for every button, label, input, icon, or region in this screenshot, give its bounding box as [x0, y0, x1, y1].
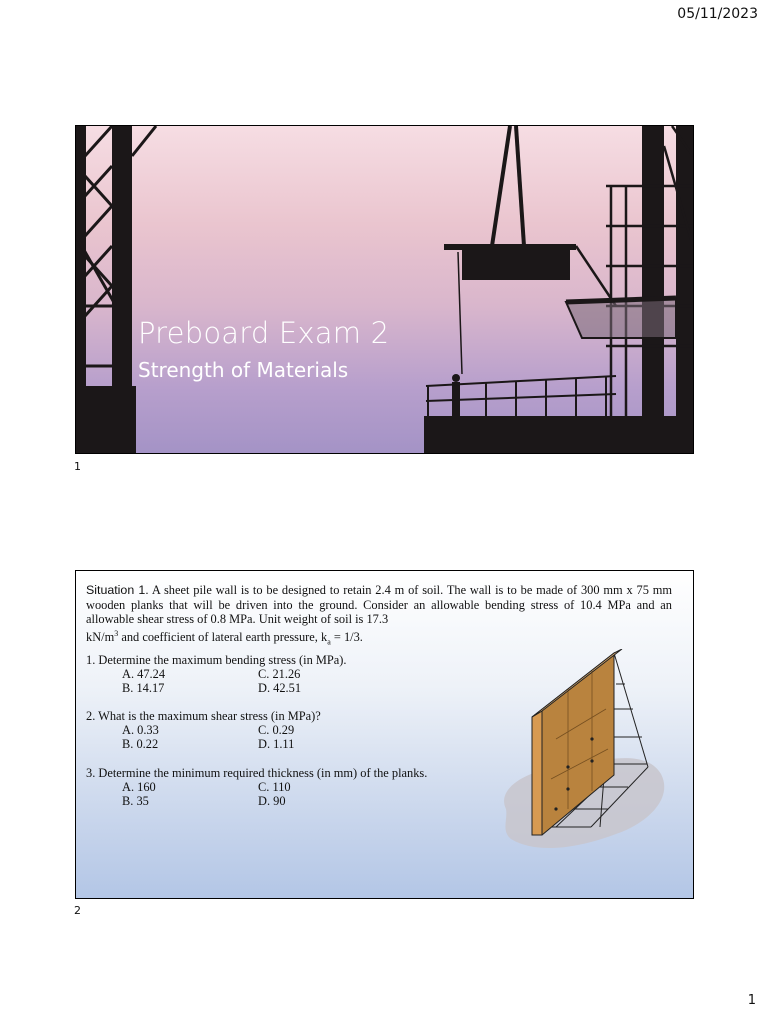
option-b: B. 35 — [122, 794, 149, 809]
situation-paragraph — [86, 583, 672, 650]
question-stem: 1. Determine the maximum bending stress (in MPa). — [86, 653, 347, 667]
option-d: D. 90 — [258, 794, 286, 809]
print-date: 05/11/2023 — [677, 6, 758, 22]
question-2 — [86, 709, 321, 753]
option-b: B. 0.22 — [122, 737, 159, 752]
coefficient-subscript: a — [327, 637, 331, 647]
option-b: B. 14.17 — [122, 681, 165, 696]
question-1 — [86, 653, 347, 697]
option-c: C. 110 — [258, 780, 291, 795]
page-number: 1 — [747, 993, 756, 1008]
sheet-pile-wall-diagram — [496, 649, 676, 859]
option-c: C. 21.26 — [258, 667, 301, 682]
coefficient-value: = 1/3. — [333, 629, 363, 644]
situation-label: Situation 1. — [86, 583, 149, 597]
option-c: C. 0.29 — [258, 723, 295, 738]
option-a: A. 47.24 — [122, 667, 166, 682]
slide-number: 1 — [74, 460, 81, 473]
title-slide — [75, 125, 694, 454]
option-a: A. 0.33 — [122, 723, 159, 738]
option-a: A. 160 — [122, 780, 156, 795]
unit-text: kN/m — [86, 629, 115, 644]
coefficient-text: and coefficient of lateral earth pressure, k — [121, 629, 328, 644]
option-d: D. 42.51 — [258, 681, 302, 696]
slide-number: 2 — [74, 904, 81, 917]
problem-slide — [75, 570, 694, 899]
question-stem: 3. Determine the minimum required thickness (in mm) of the planks. — [86, 766, 428, 780]
question-stem: 2. What is the maximum shear stress (in MPa)? — [86, 709, 321, 723]
question-3 — [86, 766, 427, 810]
option-d: D. 1.11 — [258, 737, 295, 752]
slide-title: Preboard Exam 2 — [138, 316, 390, 350]
construction-silhouette-image — [76, 126, 693, 453]
situation-text: A sheet pile wall is to be designed to retain 2.4 m of soil. The wall is to be made of 300 mm x 75 mm wooden planks that will be driven into the ground. Consider an allowable bending stress of 10.4 MPa and an allowable shear stress of 0.8 MPa. Unit weight of soil is 17.3 — [86, 583, 673, 626]
unit-superscript: 3 — [114, 628, 119, 638]
slide-subtitle: Strength of Materials — [138, 358, 349, 382]
